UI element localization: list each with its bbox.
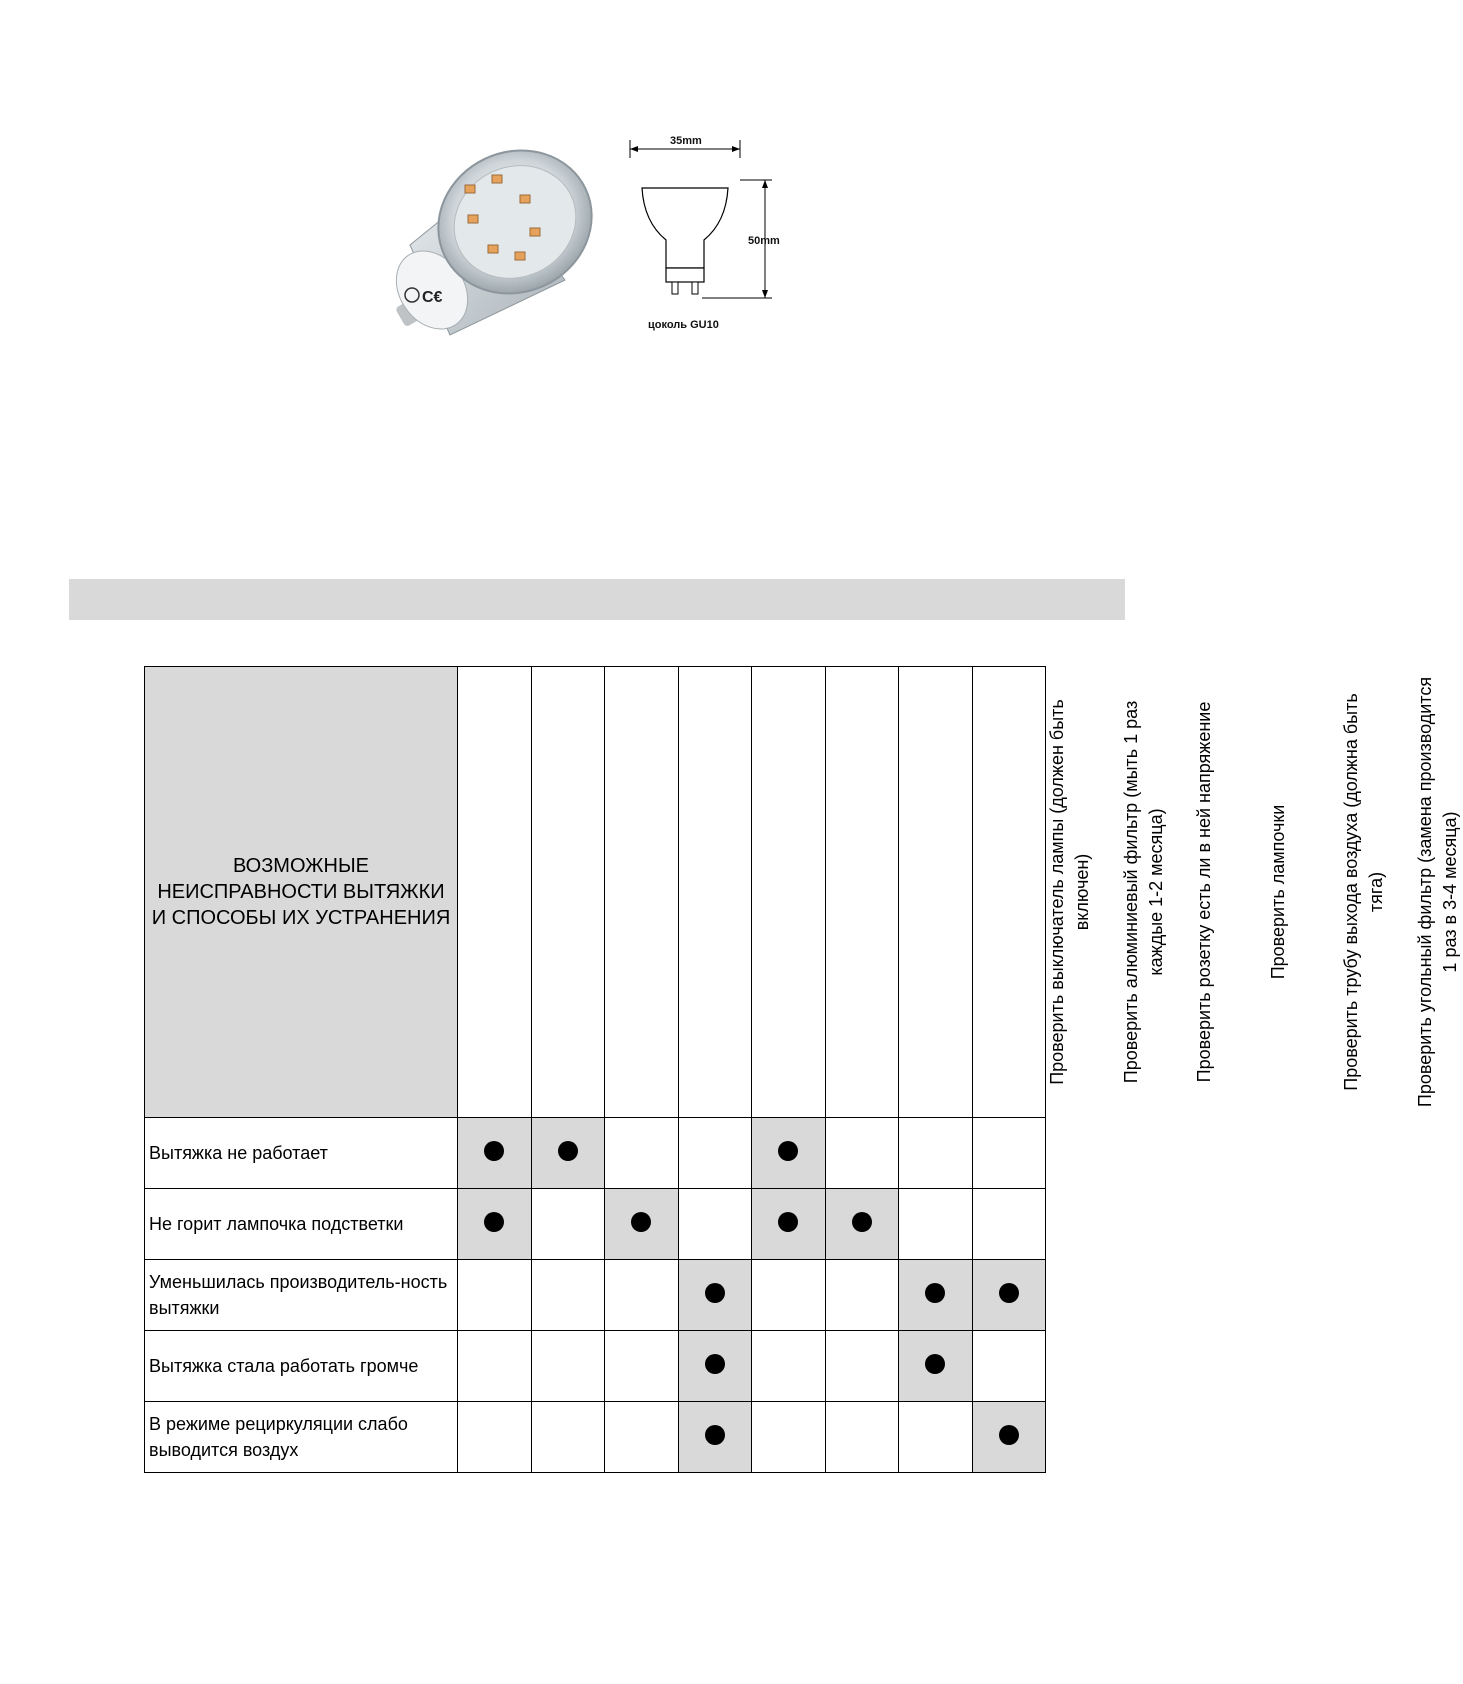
fault-label: Вытяжка не работает	[145, 1118, 458, 1189]
empty-cell	[605, 1331, 679, 1402]
empty-cell	[825, 1402, 899, 1473]
column-header: Проверить лампочки	[825, 667, 899, 1118]
check-dot-icon	[852, 1212, 872, 1232]
check-dot-icon	[778, 1141, 798, 1161]
empty-cell	[458, 1260, 532, 1331]
empty-cell	[458, 1331, 532, 1402]
empty-cell	[825, 1331, 899, 1402]
check-dot-icon	[925, 1283, 945, 1303]
column-header	[531, 667, 605, 1118]
empty-cell	[458, 1402, 532, 1473]
table-row	[145, 1331, 1046, 1402]
empty-cell	[678, 1118, 752, 1189]
check-dot-icon	[705, 1283, 725, 1303]
empty-cell	[531, 1260, 605, 1331]
column-header: Проверить розетку есть ли в ней напряжение	[752, 667, 826, 1118]
fault-label: Вытяжка стала работать громче	[145, 1331, 458, 1402]
marked-cell	[531, 1118, 605, 1189]
table-row	[145, 1260, 1046, 1331]
check-dot-icon	[999, 1283, 1019, 1303]
height-dimension-label: 50mm	[748, 235, 780, 247]
lamp-photo	[380, 140, 610, 350]
check-dot-icon	[705, 1425, 725, 1445]
empty-cell	[531, 1331, 605, 1402]
column-header: Проверить трубу выхода воздуха (должна быть тяга)	[899, 667, 973, 1118]
empty-cell	[752, 1260, 826, 1331]
dimension-drawing	[630, 130, 840, 355]
marked-cell	[972, 1260, 1046, 1331]
marked-cell	[678, 1331, 752, 1402]
empty-cell	[605, 1260, 679, 1331]
empty-cell	[825, 1118, 899, 1189]
marked-cell	[752, 1189, 826, 1260]
table-header-title: ВОЗМОЖНЫЕ НЕИСПРАВНОСТИ ВЫТЯЖКИ И СПОСОБЫ ИХ УСТРАНЕНИЯ	[145, 667, 458, 1118]
empty-cell	[972, 1331, 1046, 1402]
column-header: Проверить угольный фильтр (замена производится 1 раз в 3-4 месяца)	[972, 667, 1046, 1118]
empty-cell	[678, 1189, 752, 1260]
marked-cell	[678, 1402, 752, 1473]
section-band	[69, 579, 1125, 620]
check-dot-icon	[705, 1354, 725, 1374]
empty-cell	[899, 1189, 973, 1260]
table-row	[145, 1118, 1046, 1189]
marked-cell	[899, 1331, 973, 1402]
width-dimension-label: 35mm	[670, 135, 702, 147]
empty-cell	[899, 1118, 973, 1189]
marked-cell	[605, 1189, 679, 1260]
svg-text:C€: C€	[422, 289, 443, 306]
check-dot-icon	[631, 1212, 651, 1232]
empty-cell	[531, 1189, 605, 1260]
fault-label: Уменьшилась производитель-ность вытяжки	[145, 1260, 458, 1331]
check-dot-icon	[558, 1141, 578, 1161]
product-figure	[380, 130, 840, 355]
marked-cell	[825, 1189, 899, 1260]
check-dot-icon	[778, 1212, 798, 1232]
table-row	[145, 1189, 1046, 1260]
marked-cell	[972, 1402, 1046, 1473]
check-dot-icon	[925, 1354, 945, 1374]
empty-cell	[972, 1189, 1046, 1260]
table-body	[145, 1118, 1046, 1473]
marked-cell	[752, 1118, 826, 1189]
fault-label: В режиме рециркуляции слабо выводится воздух	[145, 1402, 458, 1473]
empty-cell	[531, 1402, 605, 1473]
marked-cell	[458, 1189, 532, 1260]
marked-cell	[458, 1118, 532, 1189]
table-row	[145, 1402, 1046, 1473]
empty-cell	[752, 1331, 826, 1402]
check-dot-icon	[484, 1212, 504, 1232]
empty-cell	[899, 1402, 973, 1473]
empty-cell	[825, 1260, 899, 1331]
base-label: цоколь GU10	[648, 319, 719, 331]
check-dot-icon	[484, 1141, 504, 1161]
check-dot-icon	[999, 1425, 1019, 1445]
column-header: Проверить выключатель лампы (должен быть включен)	[605, 667, 679, 1118]
marked-cell	[678, 1260, 752, 1331]
fault-label: Не горит лампочка подстветки	[145, 1189, 458, 1260]
column-header	[458, 667, 532, 1118]
troubleshooting-table	[144, 666, 1460, 1473]
table-header-row	[145, 667, 1046, 1118]
column-header: Проверить алюминиевый фильтр (мыть 1 раз каждые 1-2 месяца)	[678, 667, 752, 1118]
empty-cell	[605, 1118, 679, 1189]
empty-cell	[972, 1118, 1046, 1189]
marked-cell	[899, 1260, 973, 1331]
empty-cell	[752, 1402, 826, 1473]
empty-cell	[605, 1402, 679, 1473]
